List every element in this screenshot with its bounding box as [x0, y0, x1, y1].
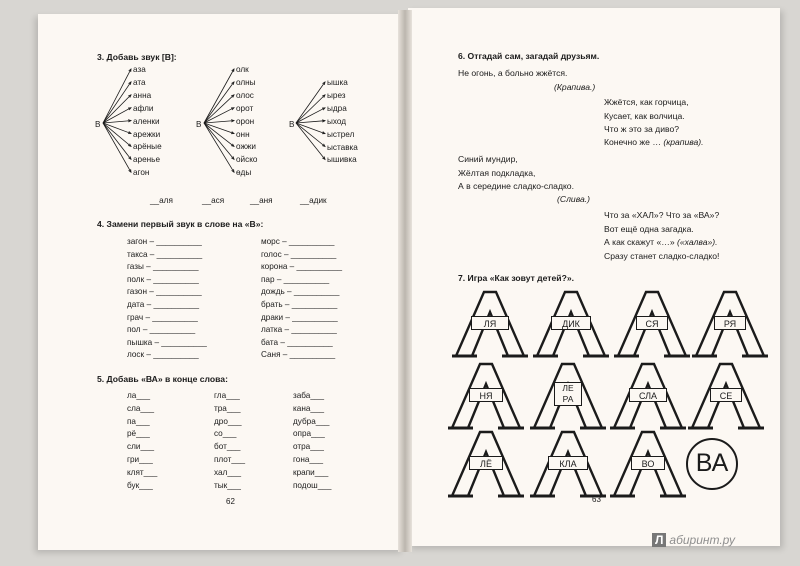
syllable-label	[471, 316, 509, 330]
word-to-change: пышка – __________	[127, 337, 207, 347]
word-to-change: полк – __________	[127, 274, 199, 284]
syllable-label	[554, 382, 582, 406]
word-to-change: морс – __________	[261, 237, 335, 246]
word-stem: орот	[236, 103, 254, 113]
word-to-complete: клят___	[127, 467, 158, 477]
exercise-3-title: 3. Добавь звук [В]:	[97, 52, 177, 62]
exercise-3-letter-3: В	[289, 120, 295, 129]
syllable-text: СЕ	[719, 391, 733, 401]
word-stem: онн	[236, 129, 250, 139]
word-to-complete: хал___	[214, 467, 241, 477]
page-number-right: 63	[592, 495, 601, 504]
word-to-change: пар – __________	[261, 274, 330, 284]
word-stem: олны	[236, 77, 256, 87]
word-to-complete: подош___	[293, 480, 332, 490]
word-stem: олк	[236, 65, 249, 74]
riddle-line: Синий мундир,	[458, 154, 518, 164]
circle-va: ВА	[686, 438, 738, 490]
riddle-2-answer: (крапива).	[663, 137, 704, 147]
word-stem: ыход	[327, 116, 347, 126]
exercise-5-title: 5. Добавь «ВА» в конце слова:	[97, 374, 228, 384]
letter-a-tile	[608, 430, 688, 510]
word-to-change: дата – __________	[127, 299, 200, 309]
riddle-3-text	[458, 153, 574, 194]
arrow-line	[103, 95, 131, 123]
word-to-complete: отра___	[293, 442, 324, 452]
word-to-change: брать – __________	[261, 299, 338, 309]
arrow-line	[103, 82, 131, 123]
word-to-complete: опра___	[293, 429, 325, 439]
syllable-label	[551, 316, 591, 330]
letter-a-tile	[446, 430, 526, 510]
word-to-change: такса – __________	[127, 249, 203, 259]
syllable-text: ЛЁ	[480, 459, 492, 469]
arrow-line	[204, 123, 234, 172]
word-stem: олос	[236, 90, 254, 100]
letter-a-tile	[531, 290, 611, 370]
word-stem: арежки	[133, 129, 161, 139]
word-stem: ойско	[236, 155, 258, 165]
syllable-text: ДИК	[562, 319, 580, 329]
riddle-line: Что ж это за диво?	[604, 124, 680, 134]
word-to-complete: гона___	[293, 454, 324, 464]
riddle-line: А в середине сладко-сладко.	[458, 181, 574, 191]
exercise-4-column-1	[127, 236, 207, 362]
arrow-line	[204, 95, 234, 123]
word-stem: ыдра	[327, 103, 347, 113]
syllable-label	[629, 388, 667, 402]
exercise-3-blank-3[interactable]: __аня	[250, 196, 273, 205]
syllable-text: ЛЯ	[483, 319, 497, 329]
exercise-5-column-3	[293, 390, 331, 492]
word-to-complete: заба___	[293, 391, 325, 400]
exercise-6-title: 6. Отгадай сам, загадай друзьям.	[458, 51, 600, 61]
arrow-line	[204, 123, 234, 146]
syllable-label	[631, 456, 665, 470]
word-to-complete: плот___	[214, 454, 246, 464]
word-to-complete: ла___	[127, 391, 150, 400]
syllable-label	[710, 388, 742, 402]
exercise-5-column-2	[214, 390, 245, 492]
riddle-4-answer: («халва»).	[677, 237, 718, 247]
word-to-complete: бук___	[127, 480, 153, 490]
word-to-change: дождь – __________	[261, 287, 340, 297]
exercise-3-column-3	[327, 77, 358, 167]
syllable-text: ЛЕ	[562, 383, 574, 393]
syllable-label	[548, 456, 588, 470]
exercise-3-blank-1[interactable]: __аля	[150, 196, 173, 205]
word-stem: аленки	[133, 116, 160, 126]
word-stem: ата	[133, 77, 146, 87]
riddle-2-text	[604, 96, 689, 137]
word-stem: арёные	[133, 142, 162, 152]
word-stem: ышка	[327, 78, 348, 87]
riddle-3-answer: (Слива.)	[557, 194, 591, 204]
word-to-complete: бот___	[214, 442, 241, 452]
word-stem: ырез	[327, 90, 346, 100]
arrow-line	[103, 123, 131, 146]
word-stem: аренье	[133, 155, 161, 165]
word-to-complete: гри___	[127, 454, 153, 464]
word-stem: агон	[133, 168, 150, 178]
arrow-line	[296, 95, 325, 123]
word-to-complete: дубра___	[293, 416, 330, 426]
word-to-change: Саня – __________	[261, 350, 336, 360]
riddle-4-line-3	[604, 236, 718, 250]
word-stem: афли	[133, 103, 154, 113]
riddle-line: Кусает, как волчица.	[604, 110, 685, 121]
exercise-3-column-2	[236, 64, 257, 180]
word-to-change: газы – __________	[127, 262, 199, 272]
exercise-3-letter-2: В	[196, 120, 202, 129]
riddle-2-last-line	[604, 136, 704, 150]
exercise-4-column-2	[261, 236, 342, 362]
exercise-3-letter-1: В	[95, 120, 101, 129]
syllable-text: ВО	[641, 459, 655, 469]
syllable-text: РЯ	[723, 319, 737, 329]
word-to-complete: па___	[127, 416, 150, 426]
book-gutter	[398, 10, 412, 552]
watermark-text: абиринт.ру	[669, 533, 735, 547]
arrow-line	[296, 82, 325, 123]
letter-a-tile	[686, 362, 766, 442]
word-to-change: латка – __________	[261, 325, 337, 335]
word-to-complete: тра___	[214, 403, 241, 413]
arrow-line	[296, 123, 325, 147]
word-to-complete: сла___	[127, 403, 155, 413]
syllable-text: СЯ	[645, 319, 659, 329]
word-to-change: корона – __________	[261, 262, 343, 272]
letter-a-tile	[450, 290, 530, 370]
word-stem: ыстрел	[327, 129, 355, 139]
letter-a-tile	[690, 290, 770, 370]
riddle-line: Жжётся, как горчица,	[604, 97, 689, 107]
exercise-4-title: 4. Замени первый звук в слове на «В»:	[97, 219, 264, 229]
riddle-1-answer: (Крапива.)	[554, 82, 596, 92]
word-stem: өды	[236, 168, 252, 178]
syllable-text: НЯ	[479, 391, 493, 401]
syllable-label	[469, 456, 503, 470]
word-to-change: голос – __________	[261, 249, 337, 259]
syllable-label	[469, 388, 503, 402]
riddle-4-line-4: Сразу станет сладко-сладко!	[604, 250, 720, 261]
letter-a-tile	[612, 290, 692, 370]
word-to-change: лоск – __________	[127, 350, 199, 360]
word-to-complete: крапи___	[293, 467, 329, 477]
exercise-7-title: 7. Игра «Как зовут детей?».	[458, 273, 574, 283]
word-to-change: газон – __________	[127, 287, 202, 297]
riddle-4-line-3-text: А как скажут «…»	[604, 237, 678, 247]
word-stem: анна	[133, 90, 152, 100]
exercise-3-blank-2[interactable]: __ася	[202, 196, 225, 205]
word-to-complete: кана___	[293, 403, 325, 413]
word-to-complete: дро___	[214, 416, 242, 426]
exercise-3-blank-4[interactable]: __адик	[300, 196, 327, 205]
word-stem: аза	[133, 65, 146, 74]
riddle-2-ending: Конечно же …	[604, 137, 664, 147]
syllable-text: РА	[562, 394, 574, 404]
word-to-complete: рё___	[127, 429, 150, 439]
riddle-line: Жёлтая подкладка,	[458, 167, 536, 178]
arrow-line	[204, 69, 234, 123]
word-stem: ожжи	[236, 142, 256, 152]
word-stem: ышивка	[327, 155, 357, 165]
word-to-change: драки – __________	[261, 312, 338, 322]
syllable-text: КЛА	[559, 459, 577, 469]
word-stem: орон	[236, 116, 255, 126]
riddle-4-line-2: Вот ещё одна загадка.	[604, 223, 694, 234]
word-to-complete: гла___	[214, 391, 240, 400]
riddle-1-text: Не огонь, а больно жжётся.	[458, 68, 568, 78]
arrow-line	[204, 82, 234, 123]
exercise-5-column-1	[127, 390, 157, 492]
word-to-change: загон – __________	[127, 237, 202, 246]
word-to-complete: со___	[214, 429, 237, 439]
word-to-complete: сли___	[127, 442, 155, 452]
word-stem: ыставка	[327, 142, 358, 152]
page-number-left: 62	[226, 497, 235, 506]
syllable-text: СЛА	[638, 391, 658, 401]
exercise-3-column-1	[133, 64, 162, 180]
syllable-label	[636, 316, 668, 330]
riddle-4-line-1: Что за «ХАЛ»? Что за «ВА»?	[604, 210, 720, 220]
watermark	[652, 533, 735, 547]
watermark-logo: Л	[652, 533, 666, 547]
syllable-label	[714, 316, 746, 330]
word-to-change: бата – __________	[261, 337, 333, 347]
word-to-complete: тык___	[214, 480, 241, 490]
arrow-line	[103, 123, 131, 172]
word-to-change: грач – __________	[127, 312, 198, 322]
word-to-change: пол – __________	[127, 325, 196, 335]
